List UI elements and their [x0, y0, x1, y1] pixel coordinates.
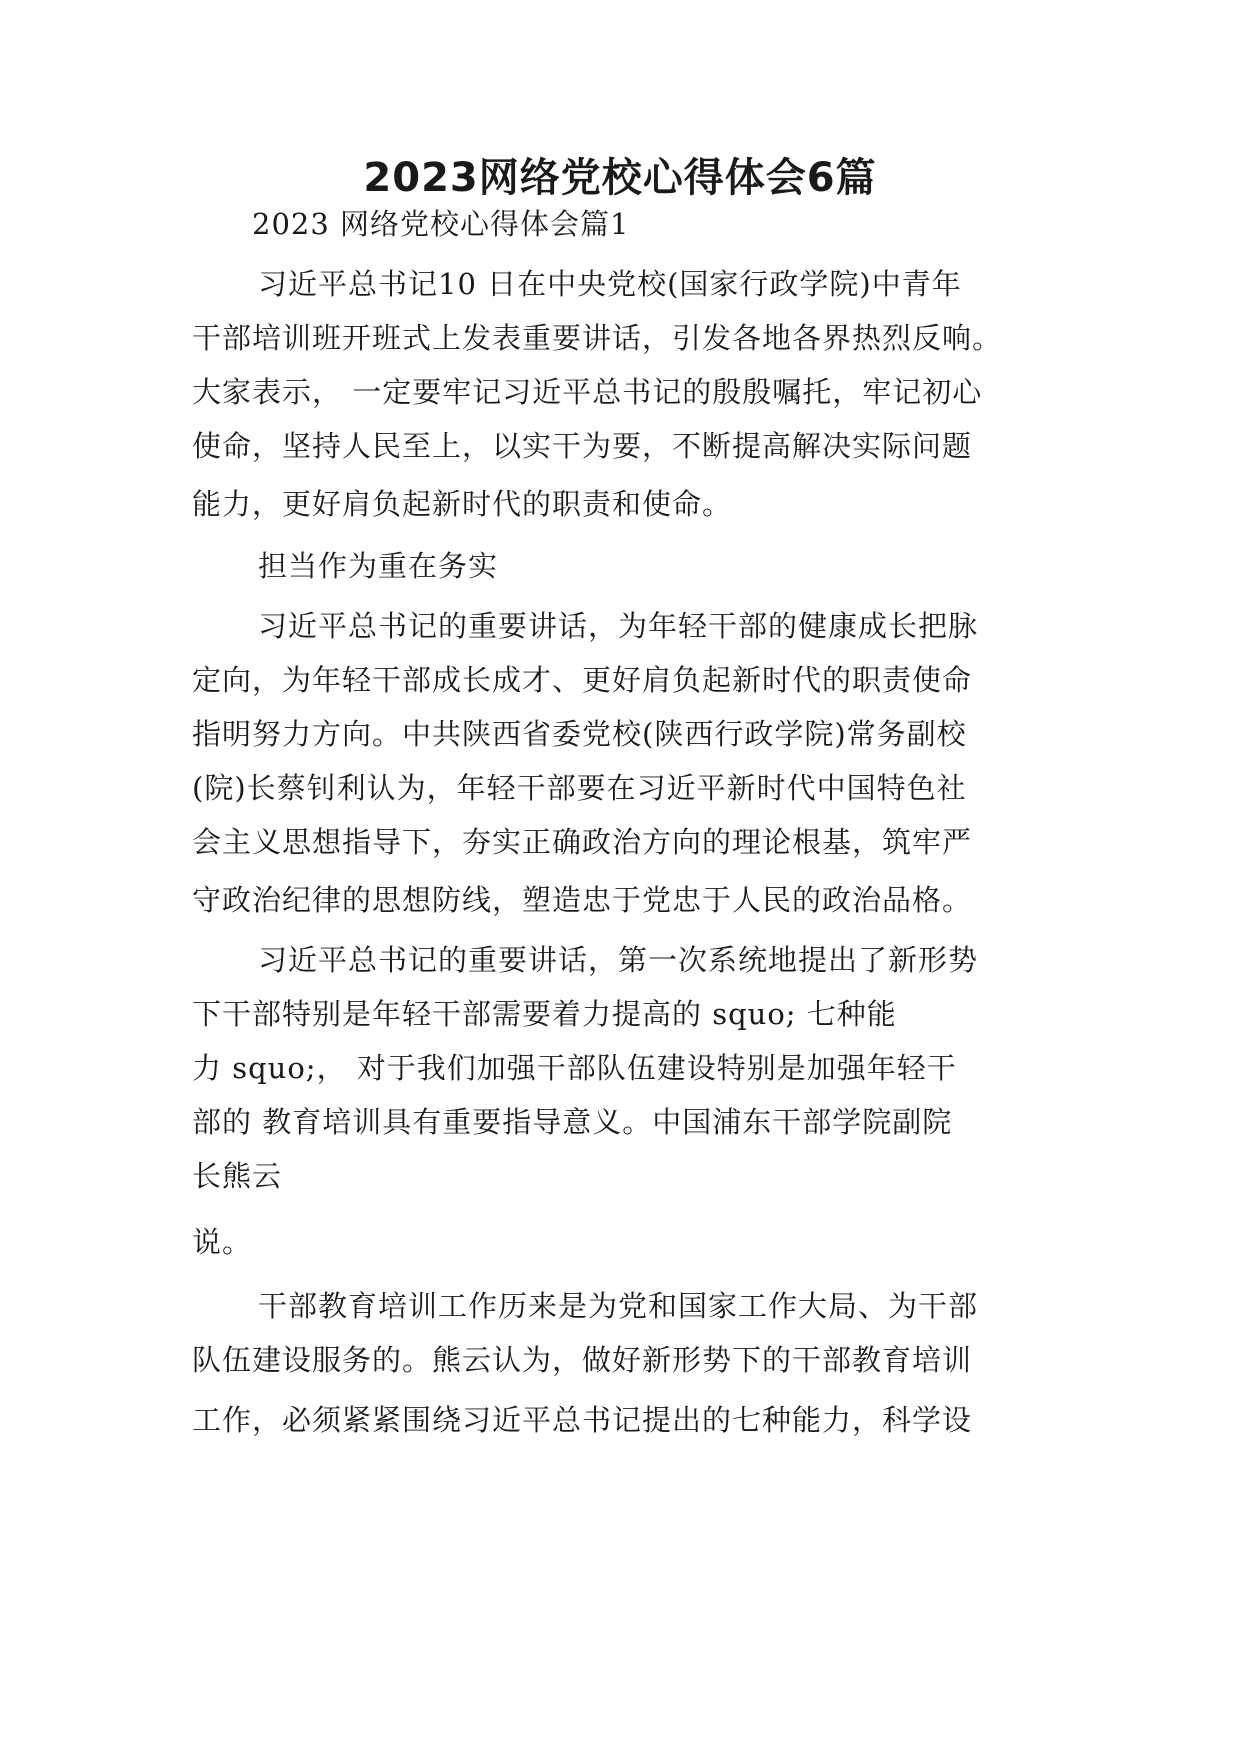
paragraph-line: 力 squo;， 对于我们加强干部队伍建设特别是加强年轻干 [192, 1051, 957, 1085]
paragraph-line: 会主义思想指导下，夯实正确政治方向的理论根基，筑牢严 [192, 825, 973, 859]
paragraph-line: 长熊云 [192, 1159, 283, 1193]
section-heading: 2023 网络党校心得体会篇1 [252, 207, 630, 241]
paragraph-line: 习近平总书记10 日在中央党校(国家行政学院)中青年 [258, 267, 962, 301]
paragraph-line: 习近平总书记的重要讲话，为年轻干部的健康成长把脉 [258, 609, 979, 643]
paragraph-line: (院)长蔡钊利认为，年轻干部要在习近平新时代中国特色社 [192, 771, 967, 805]
paragraph-line: 定向，为年轻干部成长成才、更好肩负起新时代的职责使命 [192, 663, 973, 697]
paragraph-line: 守政治纪律的思想防线，塑造忠于党忠于人民的政治品格。 [192, 883, 973, 917]
paragraph-line: 能力，更好肩负起新时代的职责和使命。 [192, 487, 733, 521]
paragraph-line: 工作，必须紧紧围绕习近平总书记提出的七种能力，科学设 [192, 1403, 973, 1437]
subheading: 担当作为重在务实 [258, 549, 499, 583]
paragraph-line: 干部培训班开班式上发表重要讲话，引发各地各界热烈反响。 [192, 321, 1003, 355]
paragraph-line: 习近平总书记的重要讲话，第一次系统地提出了新形势 [258, 943, 979, 977]
paragraph-line: 部的 教育培训具有重要指导意义。中国浦东干部学院副院 [192, 1105, 953, 1139]
paragraph-line: 使命，坚持人民至上，以实干为要，不断提高解决实际问题 [192, 429, 973, 463]
paragraph-line: 队伍建设服务的。熊云认为，做好新形势下的干部教育培训 [192, 1343, 973, 1377]
paragraph-line: 指明努力方向。中共陕西省委党校(陕西行政学院)常务副校 [192, 717, 967, 751]
paragraph-line: 干部教育培训工作历来是为党和国家工作大局、为干部 [258, 1289, 979, 1323]
paragraph-line: 说。 [192, 1225, 253, 1259]
paragraph-line: 下干部特别是年轻干部需要着力提高的 squo; 七种能 [192, 997, 897, 1031]
paragraph-line: 大家表示， 一定要牢记习近平总书记的殷殷嘱托，牢记初心 [192, 375, 983, 409]
document-title: 2023网络党校心得体会6篇 [363, 155, 877, 201]
